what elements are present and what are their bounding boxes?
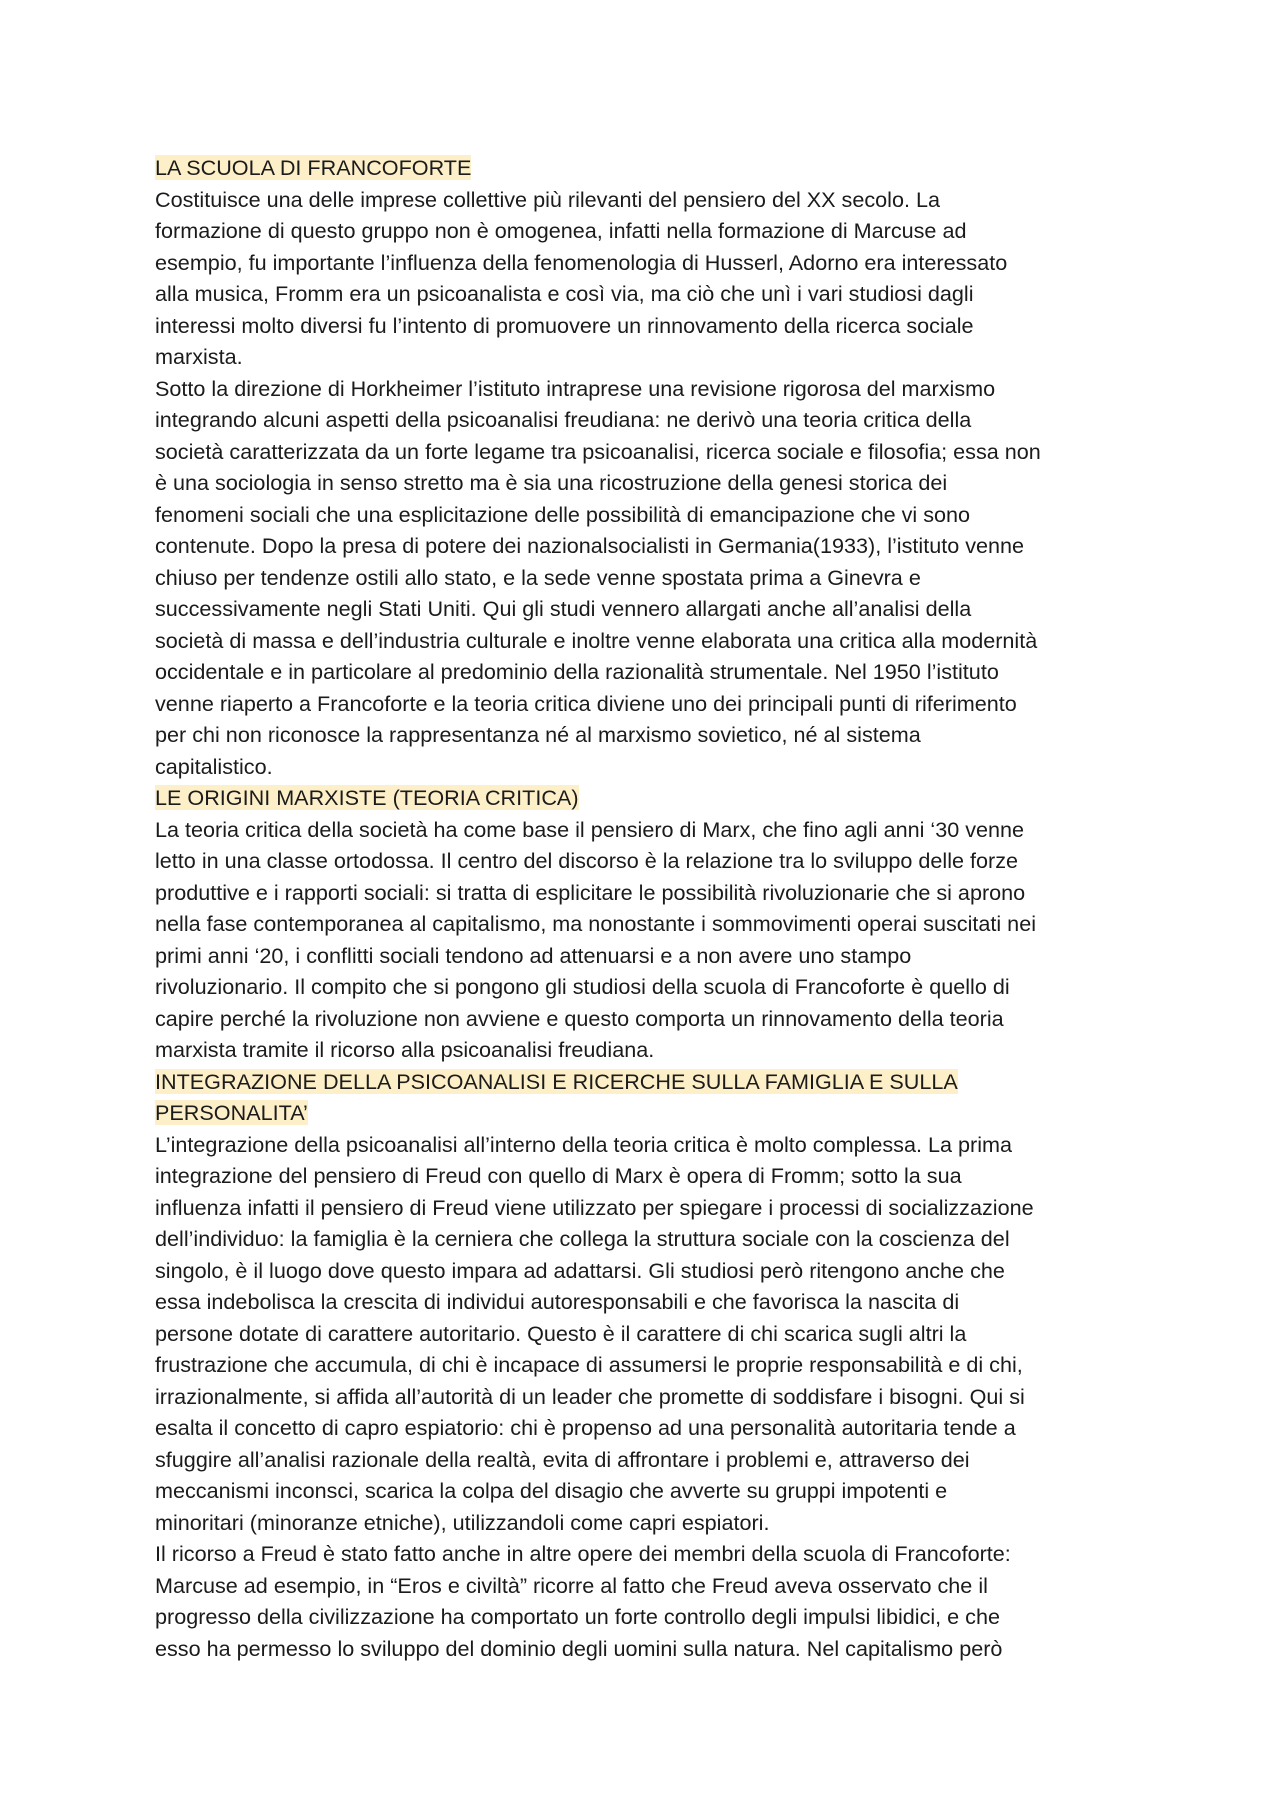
section-heading: INTEGRAZIONE DELLA PSICOANALISI E RICERCHE SULLA FAMIGLIA E SULLA PERSONALITA’ [155,1068,958,1125]
section-scuola-di-francoforte [155,152,1135,782]
paragraph: La teoria critica della società ha come base il pensiero di Marx, che fino agli anni ‘30 venne letto in una classe ortodossa. Il centro del discorso è la relazione tra lo sviluppo delle forze produttive e i rapporti sociali: si tratta di esplicitare le possibilità rivoluzionarie che si aprono nella fase contemporanea al capitalismo, ma nonostante i sommovimenti operai suscitati nei primi anni ‘20, i conflitti sociali tendono ad attenuarsi e a non avere uno stampo rivoluzionario. Il compito che si pongono gli studiosi della scuola di Francoforte è quello di capire perché la rivoluzione non avviene e questo comporta un rinnovamento della teoria marxista tramite il ricorso alla psicoanalisi freudiana. [155,816,1036,1062]
paragraph: Sotto la direzione di Horkheimer l’istituto intraprese una revisione rigorosa del marxismo integrando alcuni aspetti della psicoanalisi freudiana: ne derivò una teoria critica della società caratterizzata da un forte legame tra psicoanalisi, ricerca sociale e filosofia; essa non è una sociologia in senso stretto ma è sia una ricostruzione della genesi storica dei fenomeni sociali che una esplicitazione delle possibilità di emancipazione che vi sono contenute. Dopo la presa di potere dei nazionalsocialisti in Germania(1933), l’istituto venne chiuso per tendenze ostili allo stato, e la sede venne spostata prima a Ginevra e successivamente negli Stati Uniti. Qui gli studi vennero allargati anche all’analisi della società di massa e dell’industria culturale e inoltre venne elaborata una critica alla modernità occidentale e in particolare al predominio della razionalità strumentale. Nel 1950 l’istituto venne riaperto a Francoforte e la teoria critica diviene uno dei principali punti di riferimento per chi non riconosce la rappresentanza né al marxismo sovietico, né al sistema capitalistico. [155,375,1041,779]
document-page [155,152,1135,1664]
paragraph: Il ricorso a Freud è stato fatto anche in altre opere dei membri della scuola di Francoforte: Marcuse ad esempio, in “Eros e civiltà” ricorre al fatto che Freud aveva osservato che il progresso della civilizzazione ha comportato un forte controllo degli impulsi libidici, e che esso ha permesso lo sviluppo del dominio degli uomini sulla natura. Nel capitalismo però [155,1541,1011,1661]
section-integrazione-psicoanalisi [155,1066,1135,1665]
paragraph: L’integrazione della psicoanalisi all’interno della teoria critica è molto complessa. La prima integrazione del pensiero di Freud con quello di Marx è opera di Fromm; sotto la sua influenza infatti il pensiero di Freud viene utilizzato per spiegare i processi di socializzazione dell’individuo: la famiglia è la cerniera che collega la struttura sociale con la coscienza del singolo, è il luogo dove questo impara ad adattarsi. Gli studiosi però ritengono anche che essa indebolisca la crescita di individui autoresponsabili e che favorisca la nascita di persone dotate di carattere autoritario. Questo è il carattere di chi scarica sugli altri la frustrazione che accumula, di chi è incapace di assumersi le proprie responsabilità e di chi, irrazionalmente, si affida all’autorità di un leader che promette di soddisfare i bisogni. Qui si esalta il concetto di capro espiatorio: chi è propenso ad una personalità autoritaria tende a sfuggire all’analisi razionale della realtà, evita di affrontare i problemi e, attraverso dei meccanismi inconsci, scarica la colpa del disagio che avverte su gruppi impotenti e minoritari (minoranze etniche), utilizzandoli come capri espiatori. [155,1131,1034,1535]
section-heading: LA SCUOLA DI FRANCOFORTE [155,155,472,180]
section-origini-marxiste [155,782,1135,1066]
section-heading: LE ORIGINI MARXISTE (TEORIA CRITICA) [155,785,579,810]
paragraph: Costituisce una delle imprese collettive più rilevanti del pensiero del XX secolo. La formazione di questo gruppo non è omogenea, infatti nella formazione di Marcuse ad esempio, fu importante l’influenza della fenomenologia di Husserl, Adorno era interessato alla musica, Fromm era un psicoanalista e così via, ma ciò che unì i vari studiosi dagli interessi molto diversi fu l’intento di promuovere un rinnovamento della ricerca sociale marxista. [155,186,1008,369]
